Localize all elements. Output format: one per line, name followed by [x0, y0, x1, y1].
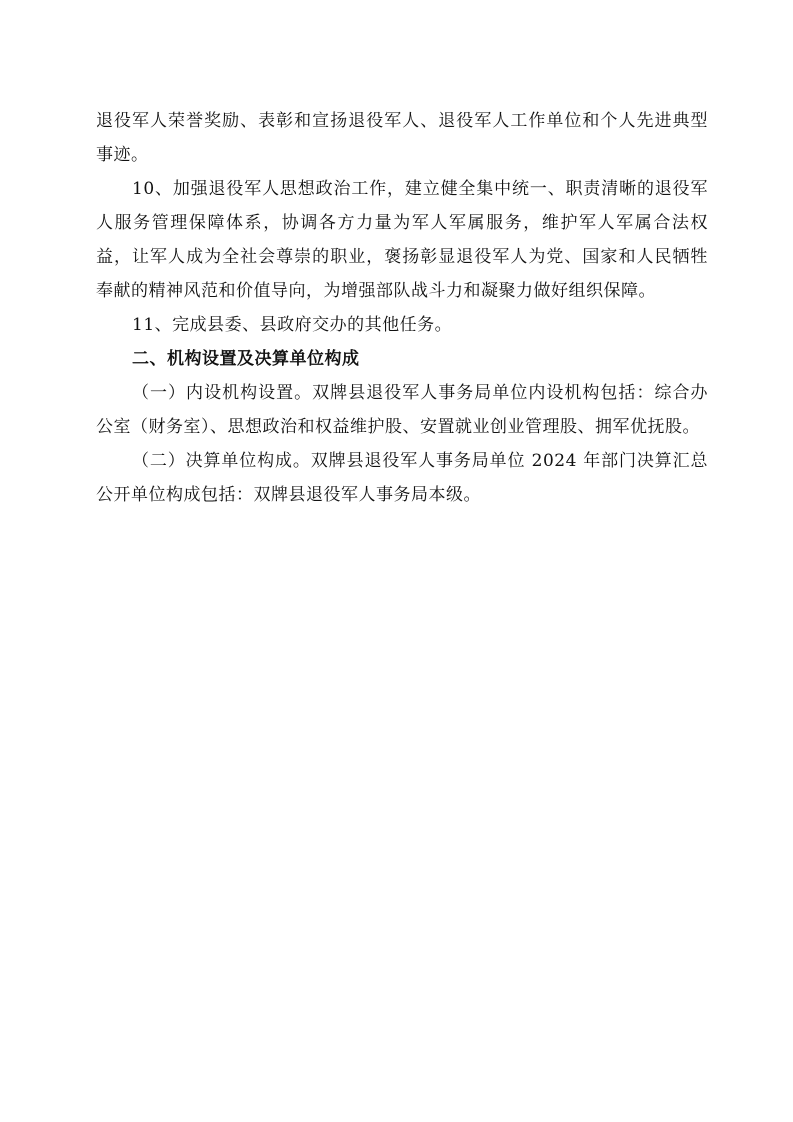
- section-heading: 二、机构设置及决算单位构成: [132, 349, 360, 369]
- paragraph-unit-composition: （二）决算单位构成。双牌县退役军人事务局单位 2024 年部门决算汇总公开单位构成包括：双牌县退役军人事务局本级。: [96, 451, 708, 505]
- document-body: [96, 104, 708, 512]
- paragraph-honor-awards: 退役军人荣誉奖励、表彰和宣扬退役军人、退役军人工作单位和个人先进典型事迹。: [96, 111, 708, 165]
- paragraph-item-11: 11、完成县委、县政府交办的其他任务。: [132, 315, 453, 335]
- paragraph-internal-structure: （一）内设机构设置。双牌县退役军人事务局单位内设机构包括：综合办公室（财务室）、思想政治和权益维护股、安置就业创业管理股、拥军优抚股。: [96, 383, 708, 437]
- paragraph-item-10: 10、加强退役军人思想政治工作，建立健全集中统一、职责清晰的退役军人服务管理保障体系，协调各方力量为军人军属服务，维护军人军属合法权益，让军人成为全社会尊崇的职业，褒扬彰显退役军人为党、国家和人民牺牲奉献的精神风范和价值导向，为增强部队战斗力和凝聚力做好组织保障。: [96, 179, 708, 301]
